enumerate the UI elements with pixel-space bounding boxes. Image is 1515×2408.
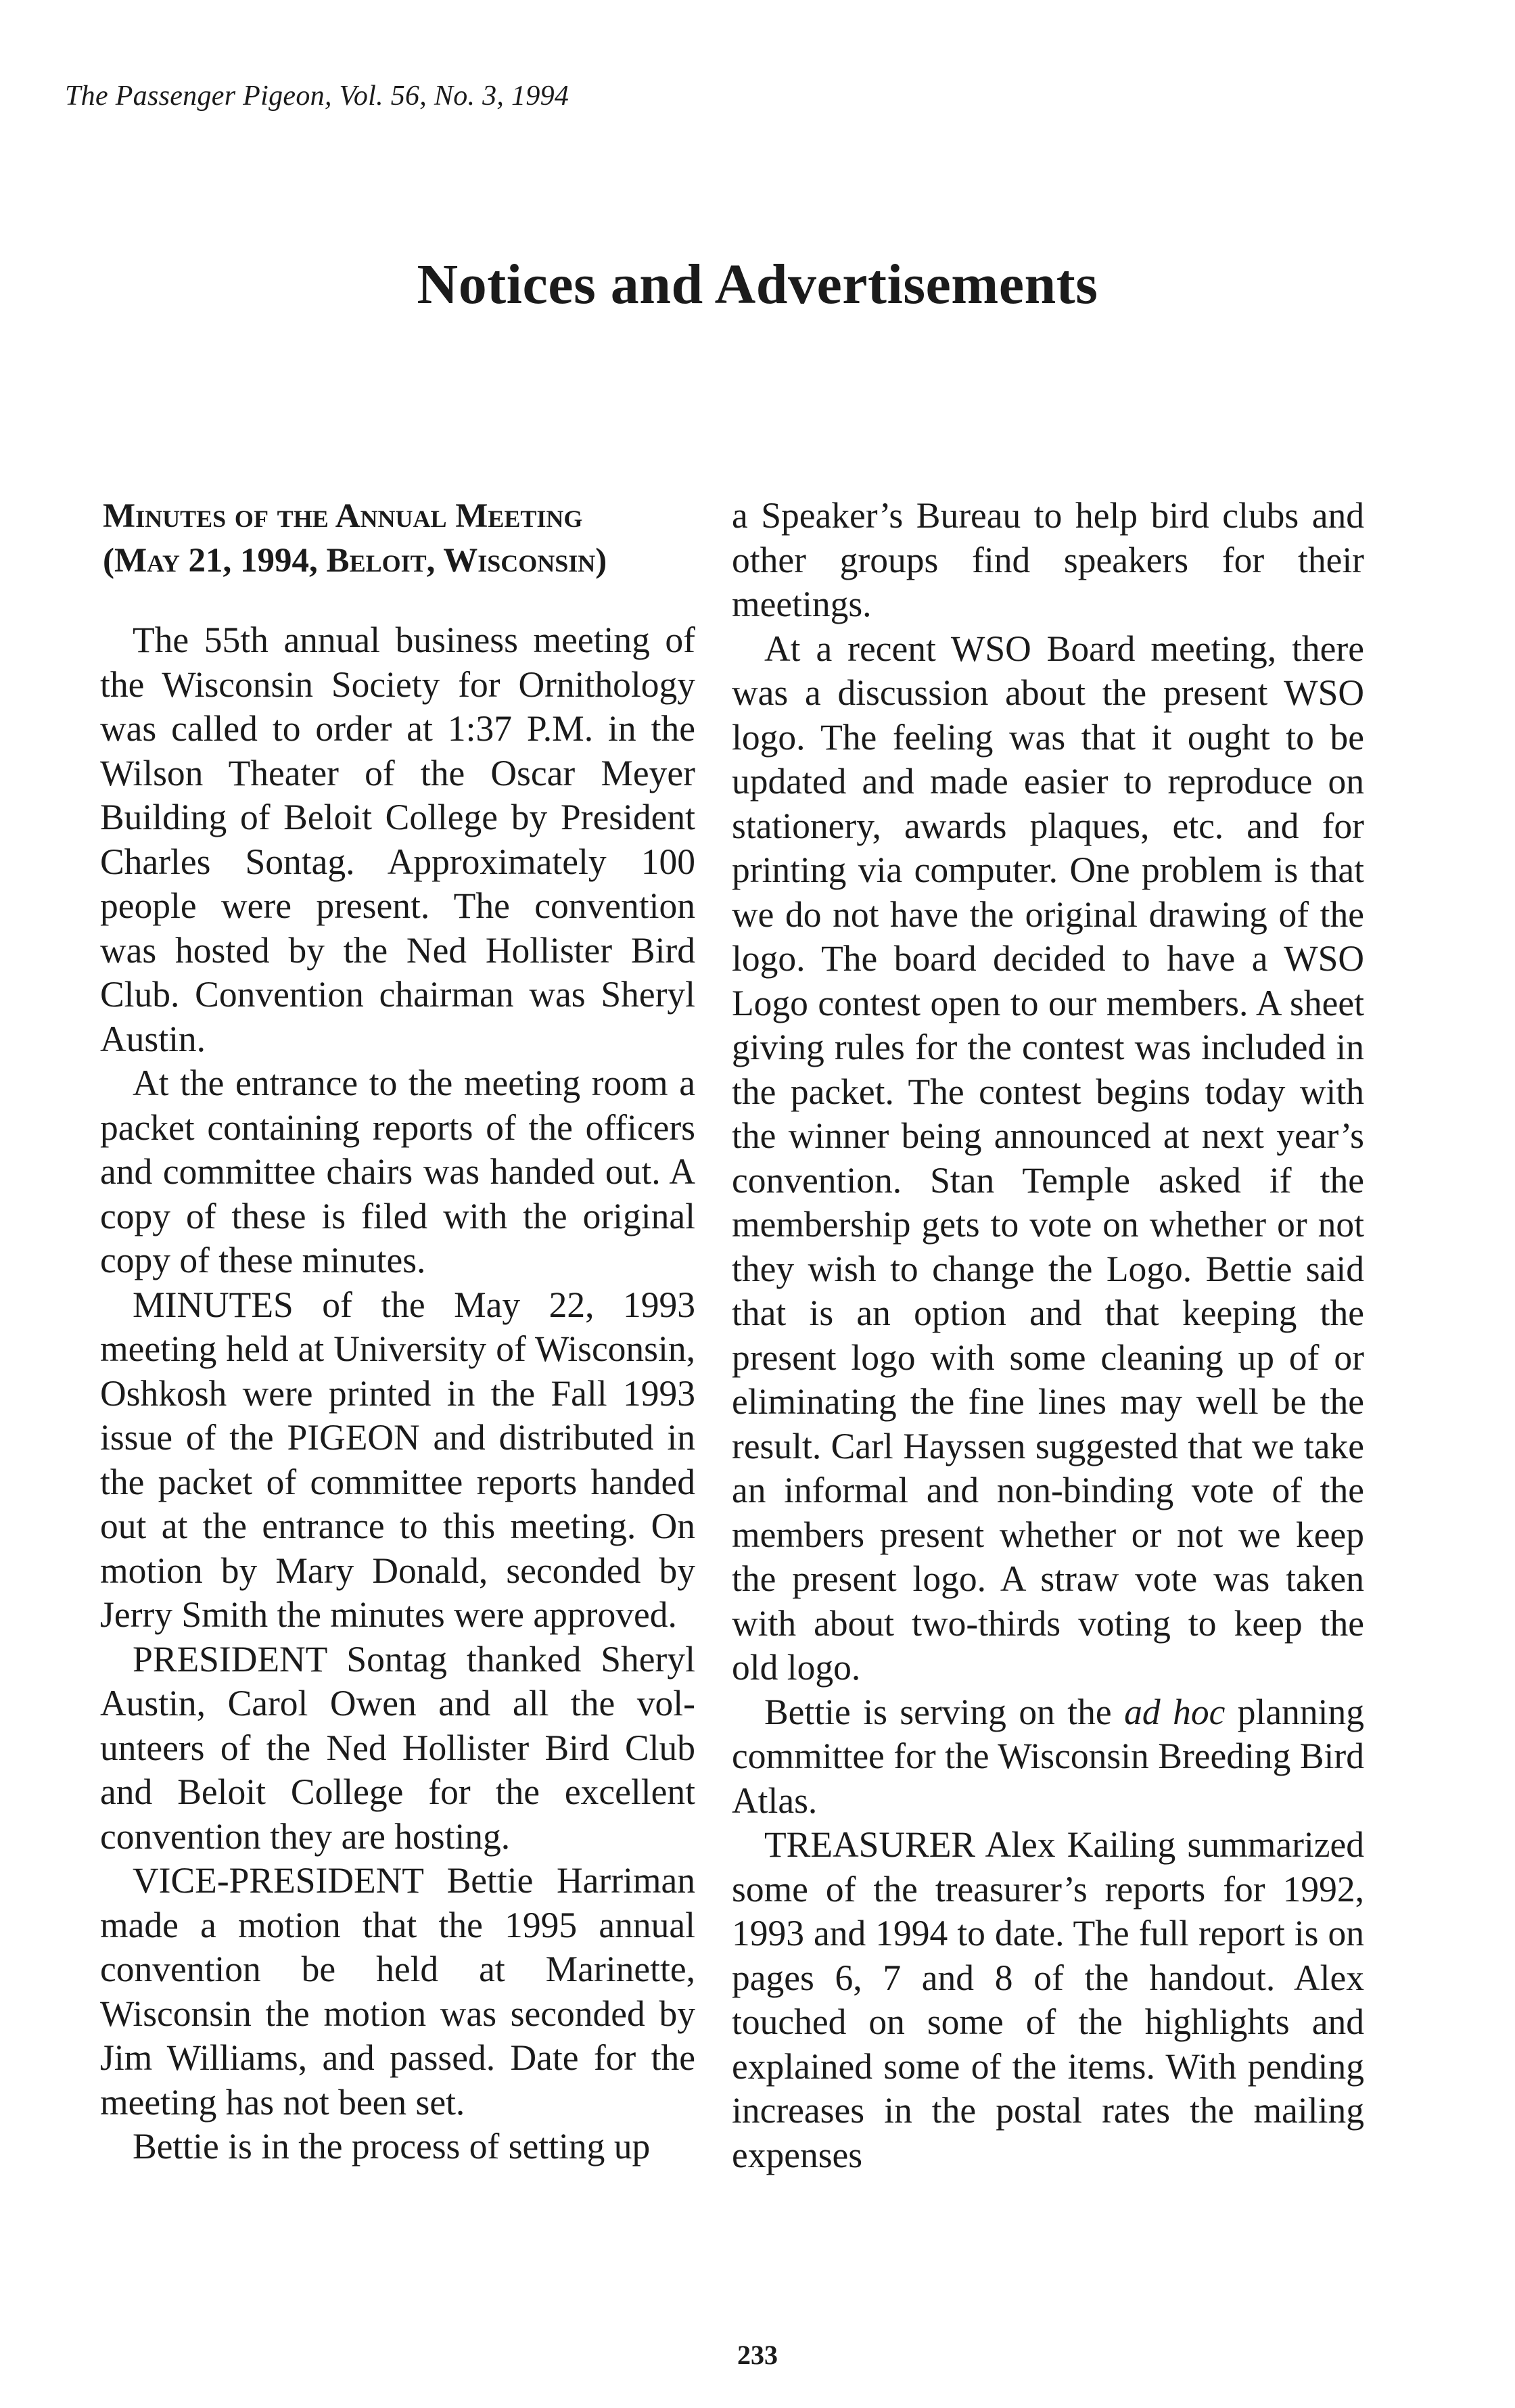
running-head: The Passenger Pigeon, Vol. 56, No. 3, 1994 bbox=[65, 80, 569, 112]
paragraph-packet: At the entrance to the meeting room a packet containing reports of the officers and committee chairs was handed out. A copy of these is filed with the original copy of these minutes. bbox=[100, 1063, 695, 1280]
section-heading-line-1: Minutes of the Annual Meeting bbox=[103, 497, 583, 535]
paragraph-vice-president: VICE-PRESIDENT Bettie Harriman made a motion that the 1995 annual convention be held at Marinette, Wisconsin the motion was seconded by Jim Williams, and passed. Date for the meeting has not been set. bbox=[100, 1860, 695, 2123]
paragraph-logo: At a recent WSO Board meeting, there was a discussion about the present WSO logo. The feeling was that it ought to be updated and made easier to reproduce on stationery, awards plaques, etc. and for printing via computer. One problem is that we do not have the original drawing of the logo. The board decided to have a WSO Logo contest open to our members. A sheet giving rules for the contest was included in the packet. The contest begins today with the winner being announced at next year’s convention. Stan Temple asked if the membership gets to vote on whether or not they wish to change the Logo. Bettie said that is an option and that keeping the present logo with some cleaning up of or eliminating the fine lines may well be the result. Carl Hayssen suggested that we take an informal and non-binding vote of the members present whether or not we keep the present logo. A straw vote was taken with about two-thirds voting to keep the old logo. bbox=[732, 628, 1364, 1688]
page-number: 233 bbox=[737, 2340, 778, 2370]
paragraph-speakers-bureau-start: Bettie is in the process of setting up bbox=[133, 2126, 651, 2167]
section-heading-line-2: (May 21, 1994, Beloit, Wisconsin) bbox=[103, 542, 607, 580]
paragraph-atlas bbox=[732, 1690, 1364, 1824]
paragraph-minutes: MINUTES of the May 22, 1993 meeting held at University of Wisconsin, Oshkosh were printed in the Fall 1993 issue of the PIGEON and distributed in the packet of committee reports handed out at the entrance to this meeting. On motion by Mary Donald, seconded by Jerry Smith the minutes were approved. bbox=[100, 1284, 695, 1635]
section-heading bbox=[100, 494, 695, 583]
paragraph-opening: The 55th annual business meeting of the Wisconsin Society for Ornithology was called to order at 1:37 P.M. in the Wilson Theater of the Oscar Meyer Building of Beloit College by President Charles Sontag. Approximately 100 people were present. The convention was hosted by the Ned Hollister Bird Club. Convention chairman was Sheryl Austin. bbox=[100, 620, 695, 1059]
page-title: Notices and Advertisements bbox=[417, 253, 1098, 316]
atlas-text-after: planning committee for the Wisconsin Breeding Bird Atlas. bbox=[732, 1691, 1365, 1821]
paragraph-speakers-bureau-cont: a Speaker’s Bureau to help bird clubs and other groups find speakers for their meetings. bbox=[732, 495, 1364, 624]
paragraph-president: PRESIDENT Sontag thanked Sheryl Austin, Carol Owen and all the volunteers of the Ned Hollister Bird Club and Beloit College for the excellent convention they are hosting. bbox=[100, 1638, 695, 1857]
left-column bbox=[100, 494, 695, 2169]
paragraph-treasurer: TREASURER Alex Kailing summarized some of the treasurer’s reports for 1992, 1993 and 1994 to date. The full report is on pages 6, 7 and 8 of the handout. Alex touched on some of the highlights and explained some of the items. With pending increases in the postal rates the mailing expenses bbox=[732, 1824, 1364, 2175]
atlas-text-before: Bettie is serving on the bbox=[764, 1691, 1125, 1732]
right-column bbox=[732, 494, 1364, 2177]
atlas-text-italic: ad hoc bbox=[1124, 1691, 1226, 1732]
